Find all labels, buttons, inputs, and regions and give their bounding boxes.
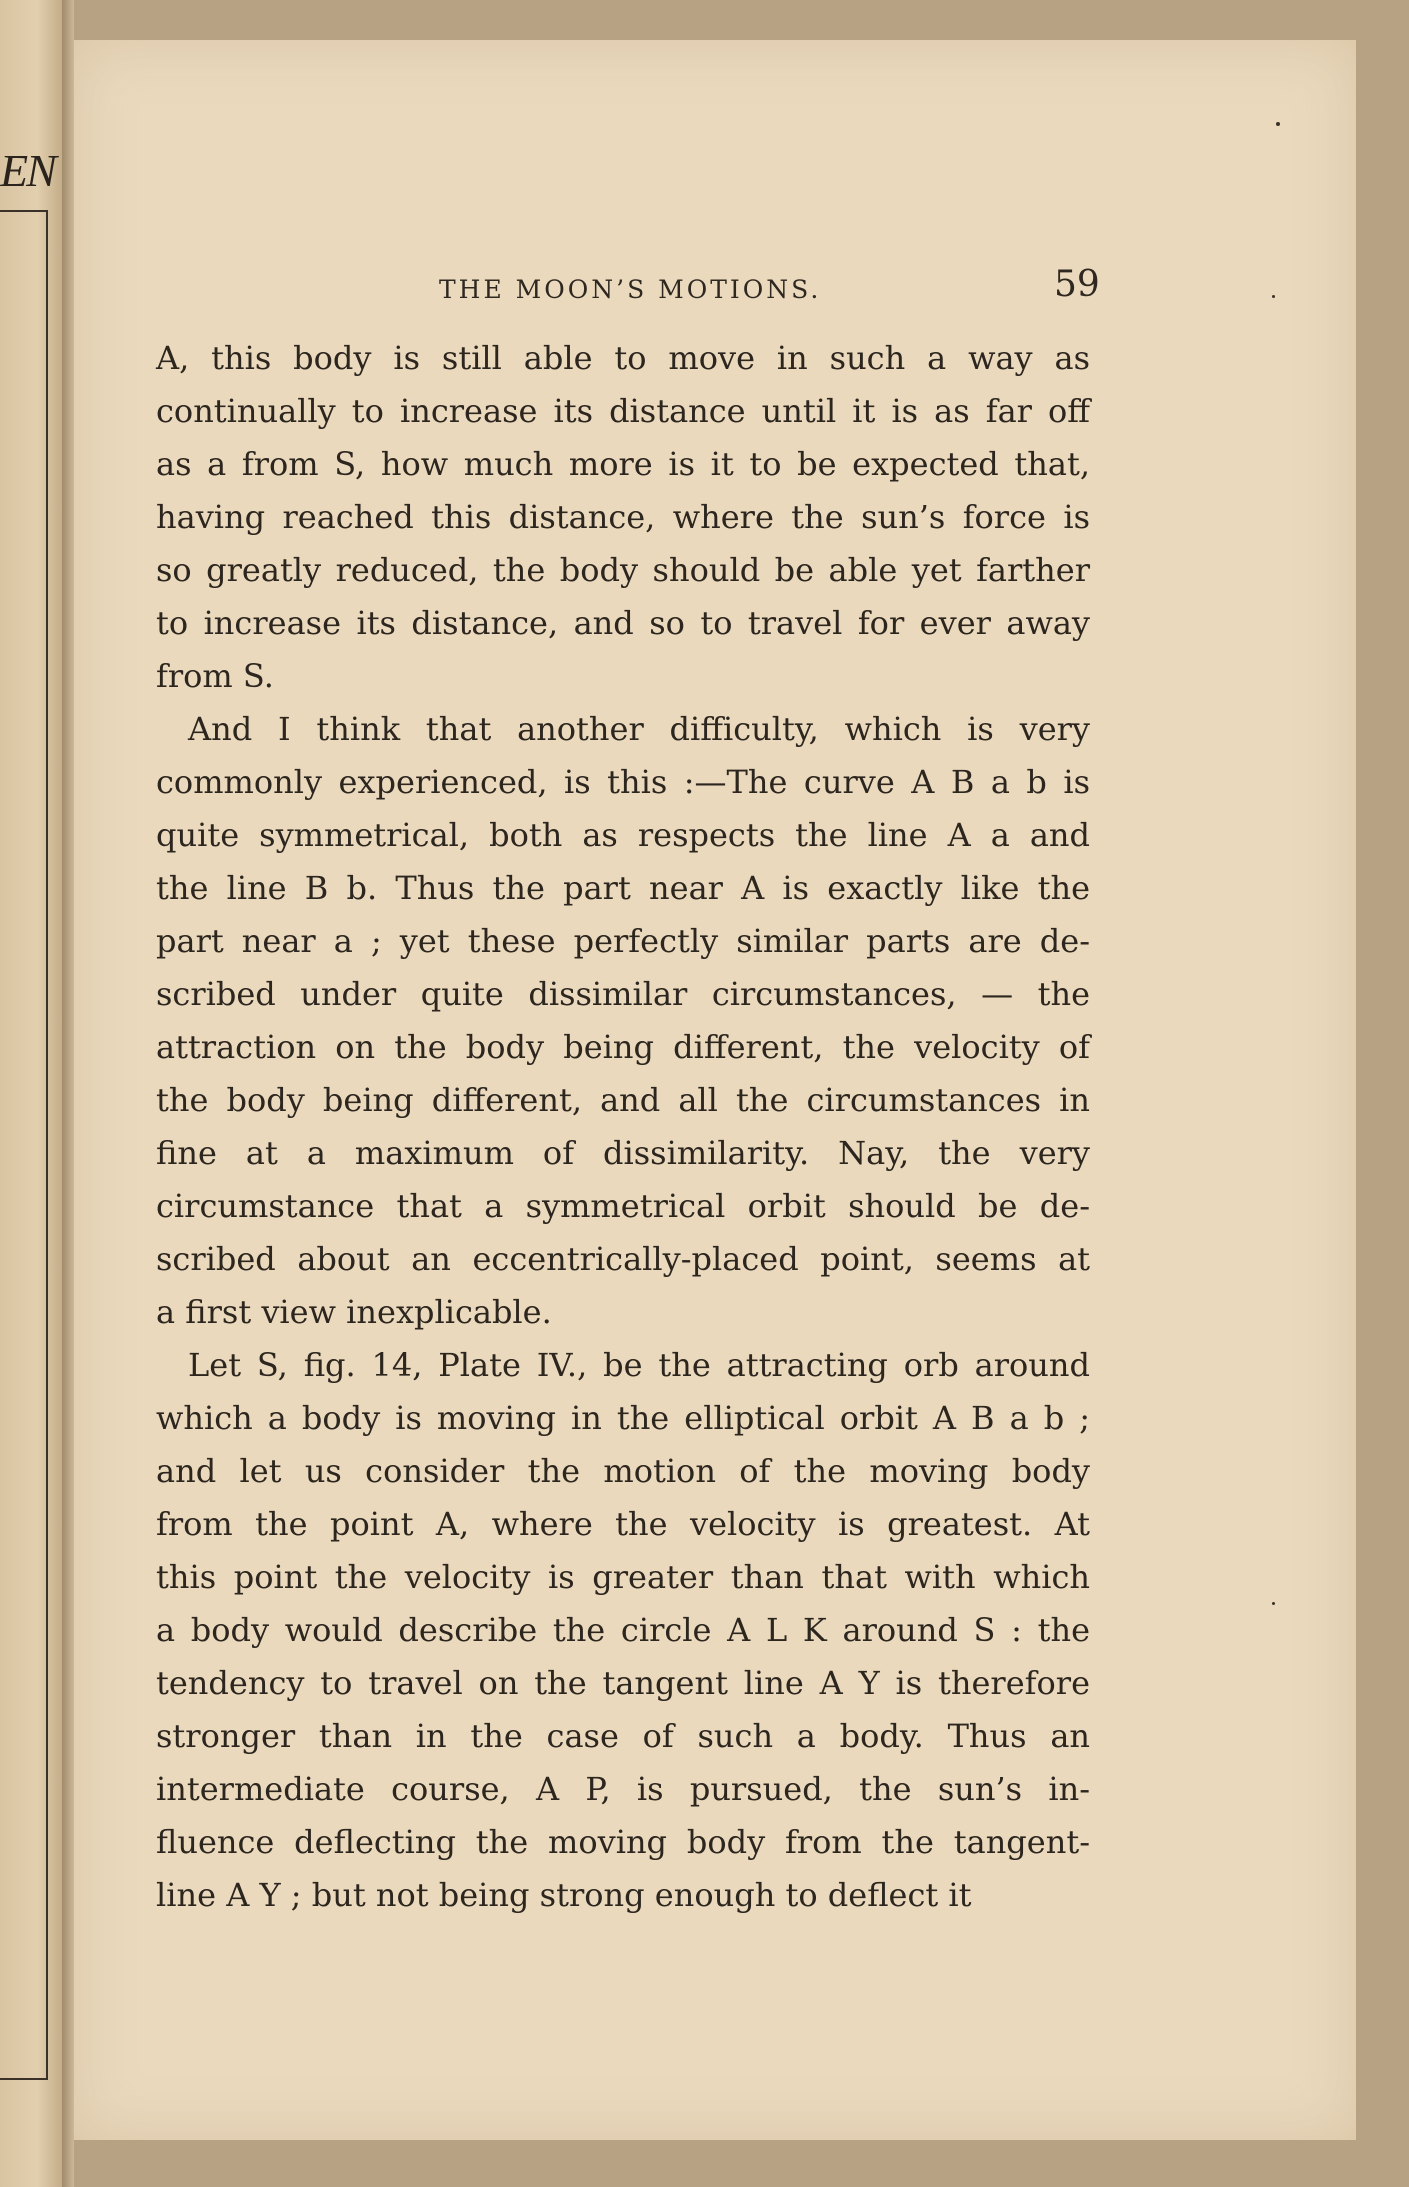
page-number: 59 (1054, 264, 1100, 305)
running-head: THE MOON’S MOTIONS. (439, 275, 822, 304)
text-line: intermediate course, A P, is pursued, the sun’s in- (156, 1770, 1090, 1808)
text-line: circumstance that a symmetrical orbit should be de- (156, 1187, 1090, 1225)
paragraph (156, 1339, 1090, 1922)
text-line: this point the velocity is greater than that with which (156, 1558, 1090, 1596)
text-line: a first view inexplicable. (156, 1293, 552, 1331)
text-line: fluence deflecting the moving body from the tangent- (156, 1823, 1090, 1861)
text-line: line A Y ; but not being strong enough to deflect it (156, 1876, 972, 1914)
text-line: scribed about an eccentrically-placed point, seems at (156, 1240, 1090, 1278)
previous-page-rule-side (46, 210, 48, 2080)
paragraph (156, 703, 1090, 1339)
previous-page-edge (0, 0, 62, 2187)
text-line: fine at a maximum of dissimilarity. Nay, the very (156, 1134, 1090, 1172)
text-line: from the point A, where the velocity is greatest. At (156, 1505, 1090, 1543)
paragraph (156, 332, 1090, 703)
paper-speck (1272, 295, 1275, 298)
previous-page-rule-bottom (0, 2078, 48, 2080)
text-line: and let us consider the motion of the moving body (156, 1452, 1090, 1490)
text-line: quite symmetrical, both as respects the line A a and (156, 816, 1090, 854)
text-line: Let S, fig. 14, Plate IV., be the attracting orb around (188, 1346, 1090, 1384)
paper-speck (1276, 122, 1280, 126)
text-line: a body would describe the circle A L K around S : the (156, 1611, 1090, 1649)
previous-page-fragment: EN (0, 145, 55, 196)
text-line: having reached this distance, where the sun’s force is (156, 498, 1090, 536)
text-line: And I think that another difficulty, which is very (188, 710, 1090, 748)
book-gutter (62, 0, 74, 2187)
text-line: scribed under quite dissimilar circumstances, — the (156, 975, 1090, 1013)
book-page (74, 40, 1356, 2140)
text-line: stronger than in the case of such a body. Thus an (156, 1717, 1090, 1755)
text-line: continually to increase its distance until it is as far off (156, 392, 1090, 430)
text-line: tendency to travel on the tangent line A Y is therefore (156, 1664, 1090, 1702)
text-line: the line B b. Thus the part near A is exactly like the (156, 869, 1090, 907)
text-line: which a body is moving in the elliptical orbit A B a b ; (156, 1399, 1090, 1437)
paper-speck (1272, 1602, 1275, 1605)
text-line: attraction on the body being different, the velocity of (156, 1028, 1090, 1066)
text-line: to increase its distance, and so to travel for ever away (156, 604, 1090, 642)
body-text (156, 332, 1090, 1922)
previous-page-rule-top (0, 210, 48, 212)
text-line: part near a ; yet these perfectly similar parts are de- (156, 922, 1090, 960)
text-line: so greatly reduced, the body should be able yet farther (156, 551, 1090, 589)
page-header (74, 230, 1356, 305)
text-line: as a from S, how much more is it to be expected that, (156, 445, 1090, 483)
text-line: the body being different, and all the circumstances in (156, 1081, 1090, 1119)
text-line: from S. (156, 657, 274, 695)
text-line: A, this body is still able to move in such a way as (156, 339, 1090, 377)
text-line: commonly experienced, is this :—The curve A B a b is (156, 763, 1090, 801)
